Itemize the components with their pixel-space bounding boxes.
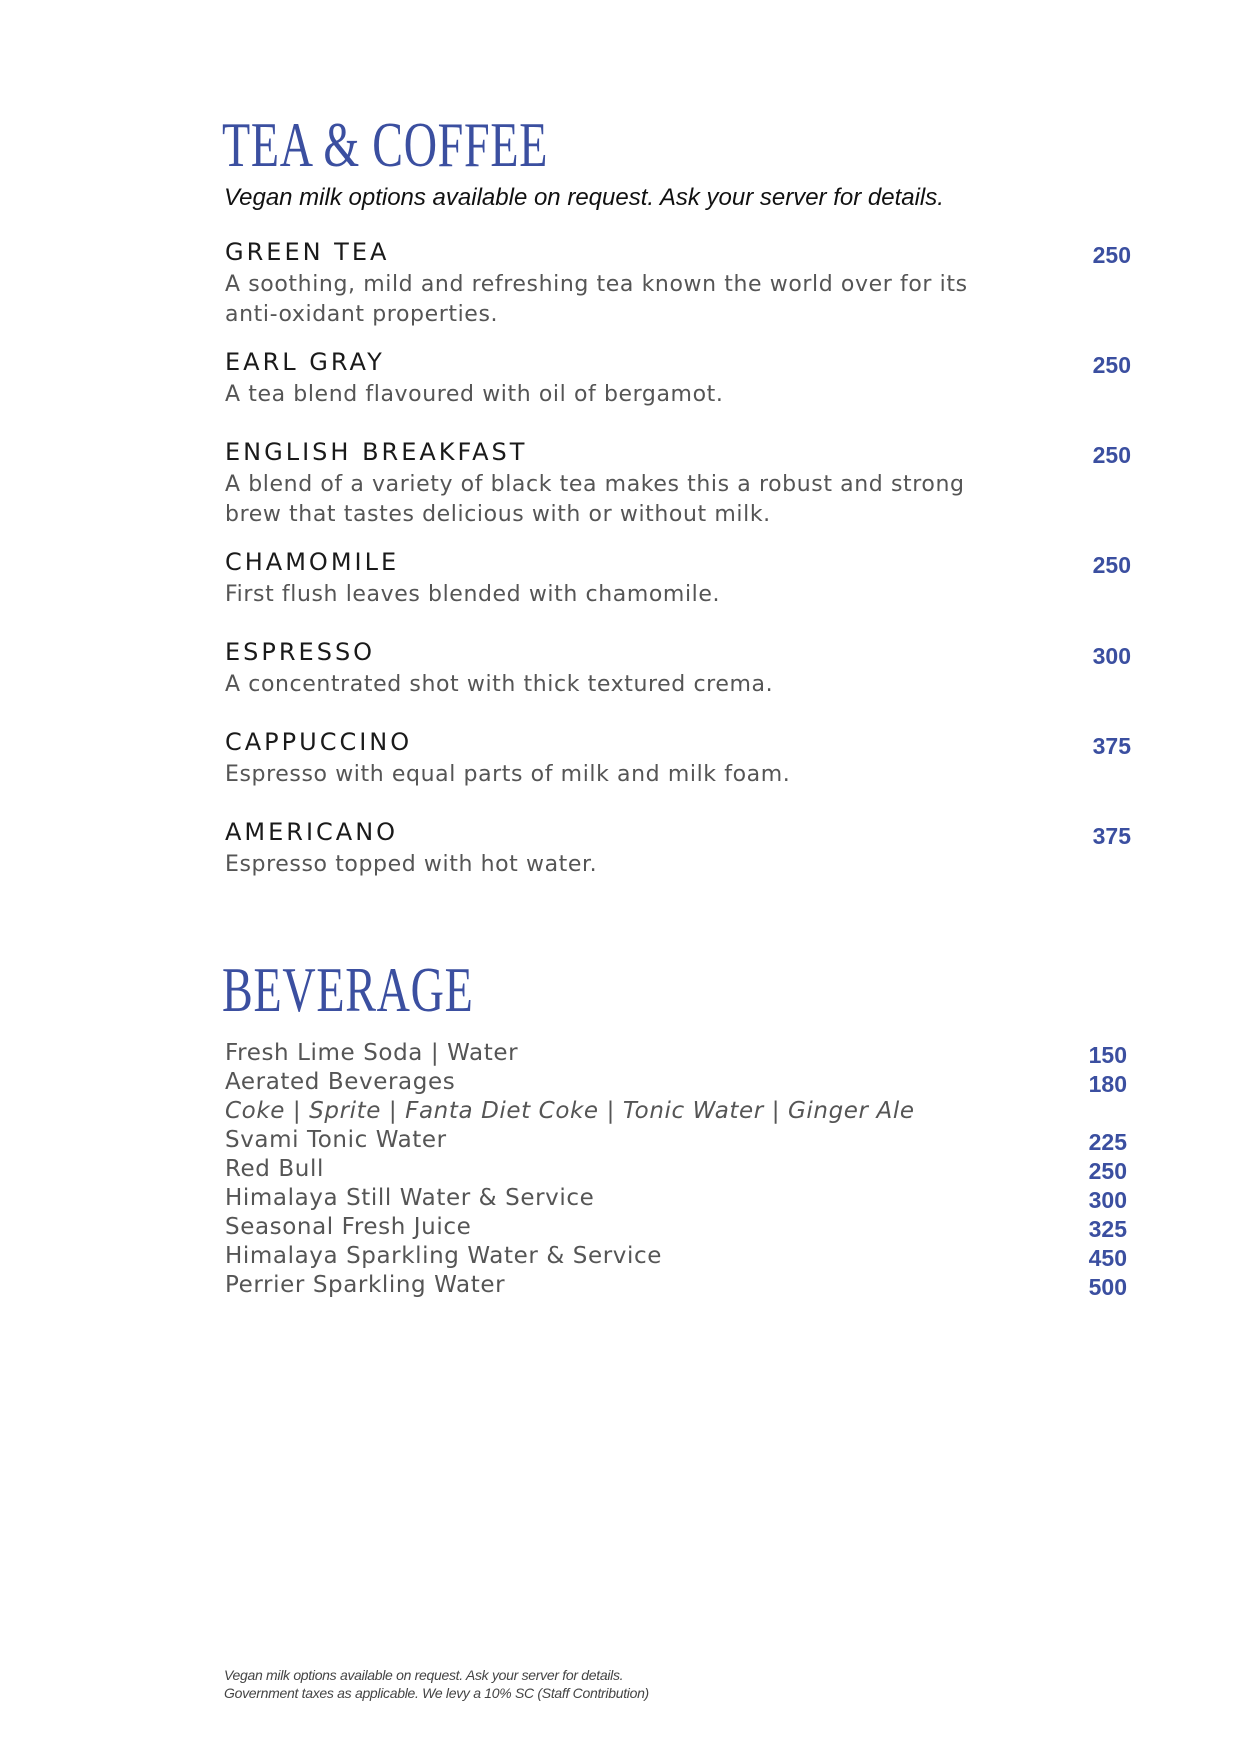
beverage-item: Aerated Beverages xyxy=(225,1069,456,1095)
item-price: 250 xyxy=(1092,352,1131,378)
beverage-price: 150 xyxy=(1088,1042,1127,1068)
footer-note-taxes: Government taxes as applicable. We levy a 10% SC (Staff Contribution) xyxy=(224,1685,649,1701)
item-name: AMERICANO xyxy=(225,818,399,846)
beverage-price: 300 xyxy=(1088,1187,1127,1213)
item-name: ENGLISH BREAKFAST xyxy=(225,438,528,466)
item-description: A soothing, mild and refreshing tea known the world over for its anti-oxidant properties. xyxy=(225,272,968,327)
item-name: EARL GRAY xyxy=(225,348,385,376)
beverage-item: Perrier Sparkling Water xyxy=(225,1272,506,1298)
footer-note-vegan: Vegan milk options available on request. Ask your server for details. xyxy=(224,1667,624,1683)
item-description: A blend of a variety of black tea makes this a robust and strong brew that tastes delicious with or without milk. xyxy=(225,472,965,527)
beverage-item: Red Bull xyxy=(225,1156,324,1182)
item-description: First flush leaves blended with chamomile. xyxy=(225,582,721,607)
beverage-item: Seasonal Fresh Juice xyxy=(225,1214,472,1240)
item-price: 300 xyxy=(1092,643,1131,669)
item-description: Espresso topped with hot water. xyxy=(225,852,598,877)
beverage-price: 250 xyxy=(1088,1158,1127,1184)
item-name: CHAMOMILE xyxy=(225,548,400,576)
item-price: 250 xyxy=(1092,242,1131,268)
item-name: ESPRESSO xyxy=(225,638,376,666)
beverage-subitems: Coke | Sprite | Fanta Diet Coke | Tonic Water | Ginger Ale xyxy=(225,1098,915,1124)
beverage-price: 450 xyxy=(1088,1245,1127,1271)
item-price: 375 xyxy=(1092,733,1131,759)
item-name: CAPPUCCINO xyxy=(225,728,413,756)
item-price: 250 xyxy=(1092,442,1131,468)
tea-coffee-subtitle: Vegan milk options available on request. Ask your server for details. xyxy=(224,184,944,211)
item-description: A concentrated shot with thick textured crema. xyxy=(225,672,774,697)
beverage-item: Fresh Lime Soda | Water xyxy=(225,1040,519,1066)
beverage-price: 180 xyxy=(1088,1071,1127,1097)
tea-coffee-title: TEA & COFFEE xyxy=(222,109,549,180)
beverage-item: Svami Tonic Water xyxy=(225,1127,447,1153)
beverage-title: BEVERAGE xyxy=(222,954,474,1025)
item-price: 250 xyxy=(1092,552,1131,578)
item-name: GREEN TEA xyxy=(225,238,390,266)
beverage-price: 325 xyxy=(1088,1216,1127,1242)
item-description: Espresso with equal parts of milk and milk foam. xyxy=(225,762,791,787)
item-price: 375 xyxy=(1092,823,1131,849)
beverage-item: Himalaya Sparkling Water & Service xyxy=(225,1243,662,1269)
beverage-item: Himalaya Still Water & Service xyxy=(225,1185,595,1211)
beverage-price: 225 xyxy=(1088,1129,1127,1155)
beverage-price: 500 xyxy=(1088,1274,1127,1300)
item-description: A tea blend flavoured with oil of bergamot. xyxy=(225,382,724,407)
